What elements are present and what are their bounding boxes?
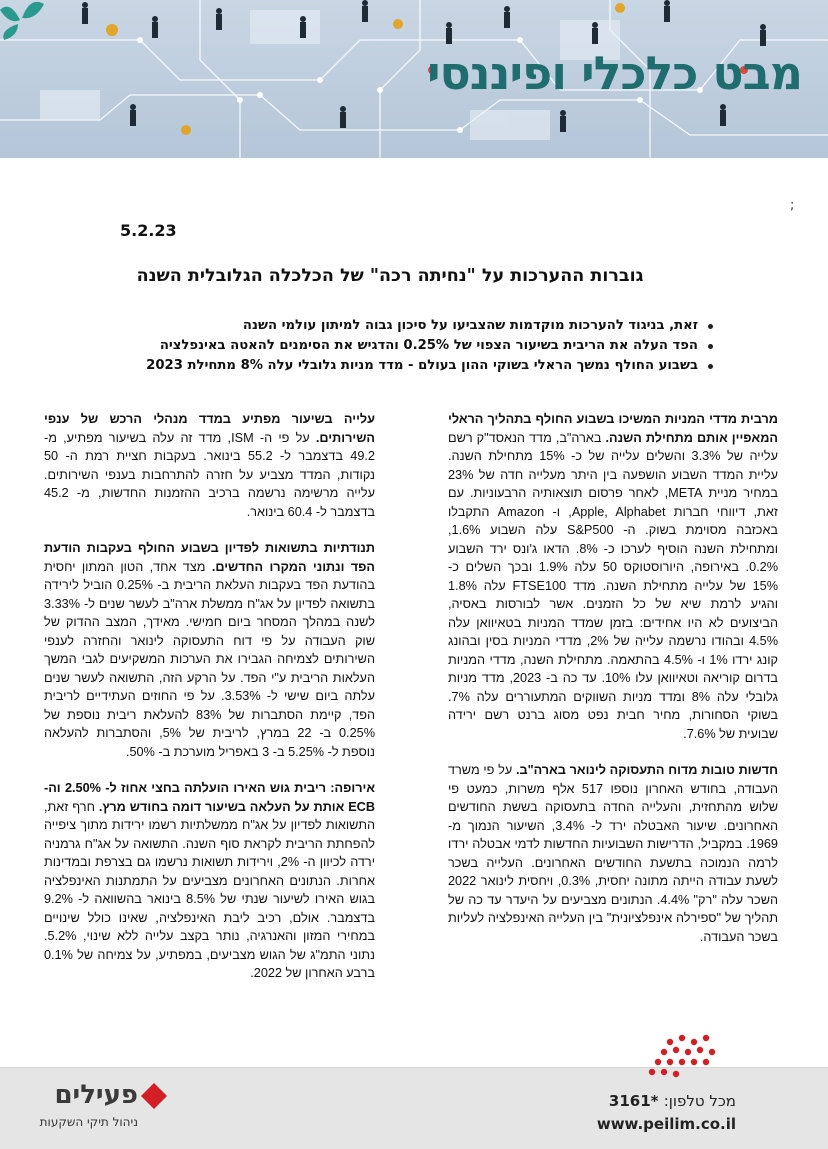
phone-label: מכל טלפון: <box>663 1092 736 1110</box>
footer-phone <box>609 1092 736 1110</box>
paragraph-yields <box>44 539 375 761</box>
paragraph-employment <box>448 761 778 946</box>
paragraph-body: חרף זאת, התשואות לפדיון על אג"ח ממשלתיות רשמו ירידות מתוך ציפייה להפחתת הריבית לקראת סוף השנה. התשואה על אג"ח גרמניה ירדה לכיוון ה- 2%, וירידות תשואות נרשמו גם בצרפת ובמדינות אחרות. הנתונים האחרונים מצביעים על התמתנות האינפלציה בגוש האירו לשיעור שנתי של 8.5% בינואר בהשוואה ל- 9.2% בדצמבר. אולם, רכיב ליבת האינפלציה, שאינו כולל שינויים במחירי המזון והאנרגיה, נותר בקצב עלייה ללא שינוי, 5.2%. נתוני התמ"ג של הגוש מצביעים, במפתיע, על צמיחה של 0.1% ברבע האחרון של 2022. <box>44 799 375 980</box>
paragraph-body: על פי משרד העבודה, בחודש האחרון נוספו 517 אלף משרות, כמעט פי שלוש מהתחזית, והעלייה החדה בתעסוקה בששת החודשים האחרונים. שיעור האבטלה ירד ל- 3.4%, השיעור הנמוך מ- 1969. במקביל, הדרישות השבועיות החדשות לדמי אבטלה ירדו לרמה הנמוכה בתשעת החודשים האחרונים. העלייה בשכר לשעת עבודה הייתה מתונה יחסית, 0.3%, ויחסית לינואר 2022 השכר עלה "רק" 4.4%. הנתונים מצביעים על היעדר עד כה של תהליך של "ספירלה אינפלציונית" בין העלייה האינפלציה לעליות בשכר העבודה. <box>448 763 779 944</box>
paragraph-stock-indices <box>448 410 778 743</box>
summary-bullet: בשבוע החולף נמשך הראלי בשוקי ההון בעולם - מדד מניות גלובלי עלה 8% מתחילת 2023 <box>56 356 716 376</box>
brand-name: פעילים <box>54 1080 138 1110</box>
peilim-logo-icon <box>140 1082 168 1110</box>
summary-bullet: הפד העלה את הריבית בשיעור הצפוי של 0.25% והדגיש את הסימנים להאטה באינפלציה <box>56 336 716 356</box>
paragraph-body: על פי ה- ISM, מדד זה עלה בשיעור מפתיע, מ- 49.2 בדצמבר ל- 55.2 בינואר. בעקבות חציית רמת ה- 50 נקודות, המדד מצביע על חזרה להתרחבות בענפי השירותים. עלייה מרשימה נרשמה ברכיב ההזמנות החדשות, מ- 45.2 בדצמבר ל- 60.4 בינואר. <box>44 430 375 519</box>
paragraph-lead: חדשות טובות מדוח התעסוקה לינואר בארה"ב. <box>515 763 778 777</box>
paragraph-lead: תנודתיות בתשואות לפדיון בשבוע החולף בעקבות הודעת הפד ונתוני המקרו החדשים. <box>44 541 375 574</box>
summary-bullet: זאת, בניגוד להערכות מוקדמות שהצביעו על סיכון גבוה למיתון עולמי השנה <box>56 316 716 336</box>
brand-tagline: ניהול תיקי השקעות <box>39 1115 138 1129</box>
stray-mark: ; <box>790 198 795 213</box>
headline: גוברות ההערכות על "נחיתה רכה" של הכלכלה הגלובלית השנה <box>136 266 644 286</box>
banner-title: מבט כלכלי ופיננסי <box>426 46 802 100</box>
paragraph-lead: עלייה בשיעור מפתיע במדד מנהלי הרכש של ענפי השירותים. <box>44 412 375 445</box>
header-banner <box>0 0 828 158</box>
footer-website[interactable]: www.peilim.co.il <box>596 1115 736 1133</box>
paragraph-europe <box>44 779 375 983</box>
paragraph-lead: מרבית מדדי המניות המשיכו בשבוע החולף בתהליך הראלי המאפיין אותם מתחילת השנה. <box>448 412 778 445</box>
right-column <box>448 410 778 964</box>
summary-bullets <box>56 316 716 376</box>
paragraph-body: מצד אחד, הטון המתון יחסית בהודעת הפד בעקבות העלאת הריבית ב- 0.25% הוביל לירידה בתשואה לפדיון על אג"ח ממשלת ארה"ב לעשר שנים ל- 3.33% לשנה במהלך המסחר ביום חמישי. מאידך, המצב ההדוק של שוק העבודה על פי דוח התעסוקה לינואר והחזרה לענפי השירותים לצמיחה הגבירו את הערכות המשקיעים לגבי המשך העלאות הריבית ע"י הפד. על הרקע הזה, התשואה לעשר שנים עלתה ביום שישי ל- 3.53%. על פי החוזים העתידיים לריבית הפד, קיימת הסתברות של 83% להעלאת ריבית נוספת של 0.25% ב- 22 במרץ, לריבית של 5%, והסתברות להעלאה נוספת ל- 5.25% ב- 3 באפריל מוערכת ב- 50%. <box>44 559 376 759</box>
phone-number[interactable]: *3161 <box>608 1092 659 1110</box>
paragraph-lead: אירופה: ריבית גוש האירו הועלתה בחצי אחוז ל- 2.50% וה- ECB אותת על העלאה בשיעור דומה בחודש מרץ. <box>44 781 375 814</box>
report-date: 5.2.23 <box>120 221 177 240</box>
paragraph-body: בארה"ב, מדד הנאסד"ק רשם עלייה של 3.3% והשלים עלייה של כ- 15% מתחילת השנה. עליית המדד השבוע הושפעה בין היתר מעלייה חדה של 23% במחיר מניית META, לאחר פרסום תוצאותיה הרבעוניות. עם זאת, דיווחי חברות Apple, Alphabet, ו- Amazon התקבלו באכזבה מסוימת בשוק. ה- S&P500 עלה השבוע 1.6%, ומתחילת השנה הוסיף לערכו כ- 8%. הדאו ג'ונס ירד השבוע 0.2%. באירופה, היורוסטוקס 50 עלה 1.9% ובכך השלים כ- 15% של עלייה מתחילת השנה. מדד FTSE100 עלה 1.8% והגיע לרמת שיא של כל הזמנים. אשר לבורסות באסיה, הביצועים לא היו אחידים: בזמן שמדד המניות בטאיוואן עלה 4.5% ובהודו נרשמה עלייה של 2%, מדדי המניות בסין ובהונג קונג ירדו 1% ו- 4.5% בהתאמה. מתחילת השנה, מדדי המניות בדרום קוריאה וטאיוואן עלו 10%. עד כה ב- 2023, מדד מניות גלובלי עלה 8% ומדד מניות השווקים המתעוררים עלה 7%. בשוקי הסחורות, מחיר חבית נפט מסוג ברנט רשם ירידה שבועית של 7.6%. <box>448 430 778 741</box>
paragraph-ism <box>44 410 375 521</box>
left-column <box>44 410 375 1001</box>
red-dots-decoration <box>630 1030 780 1090</box>
